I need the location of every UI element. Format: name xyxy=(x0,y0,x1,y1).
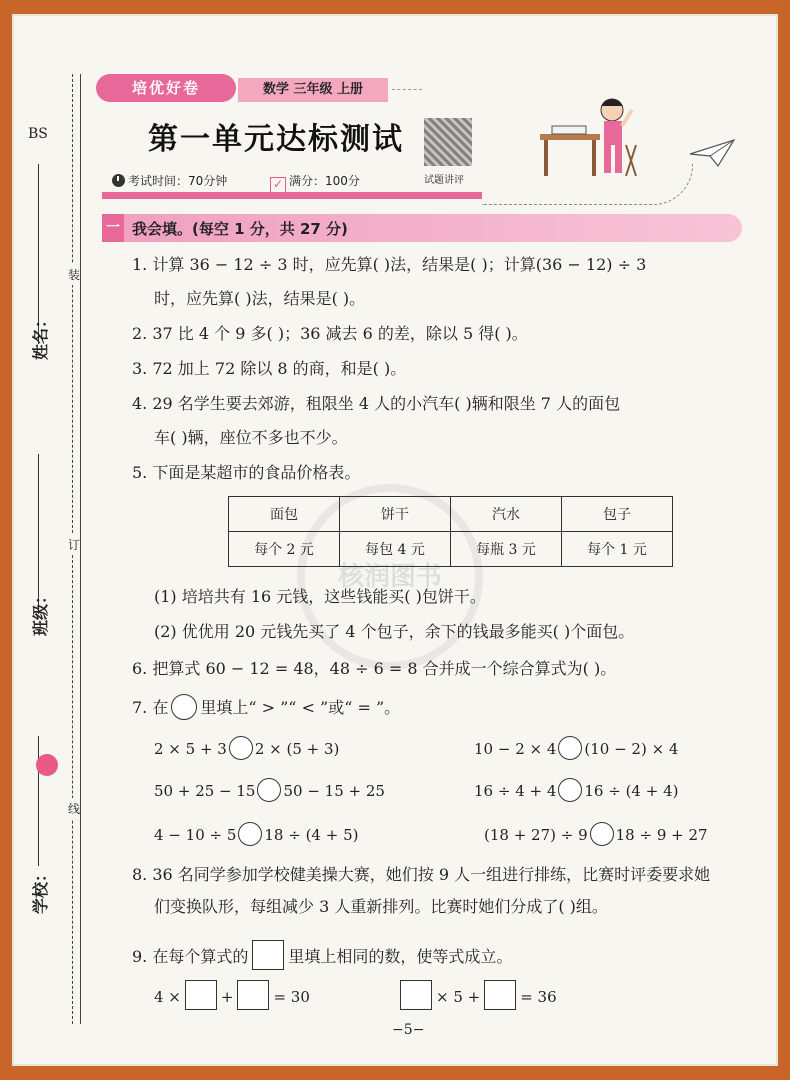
binding-char-zhuang: 装 xyxy=(68,264,80,285)
compare-c-left: 50 + 25 − 15 xyxy=(154,782,256,800)
student-at-desk-illustration xyxy=(532,90,642,180)
question-7 xyxy=(132,694,400,720)
equation-1-part-a: 4 × xyxy=(154,988,181,1006)
compare-d-left: 16 ÷ 4 + 4 xyxy=(474,782,557,800)
qr-label: 试题讲评 xyxy=(424,175,464,186)
table-header-cell: 面包 xyxy=(229,497,340,532)
table-row xyxy=(229,497,673,532)
question-5-part-1: (1) 培培共有 16 元钱，这些钱能买( )包饼干。 xyxy=(154,587,486,606)
sample-box xyxy=(252,940,284,970)
question-9-post: 里填上相同的数，使等式成立。 xyxy=(288,947,513,966)
equation-2-box-2[interactable] xyxy=(484,980,516,1010)
question-8-line-2: 们变换队形，每组减少 3 人重新排列。比赛时她们分成了( )组。 xyxy=(154,897,608,916)
decor-dash xyxy=(392,89,422,90)
table-cell: 每个 1 元 xyxy=(562,532,673,567)
subject-grade: 数学 三年级 上册 xyxy=(238,78,388,102)
binding-char-xian: 线 xyxy=(68,798,80,819)
section-title: 我会填。(每空 1 分，共 27 分) xyxy=(132,220,348,238)
question-3: 3. 72 加上 72 除以 8 的商，和是( )。 xyxy=(132,359,407,378)
question-5: 5. 下面是某超市的食品价格表。 xyxy=(132,463,361,482)
equation-2-box-1[interactable] xyxy=(400,980,432,1010)
watermark-stamp: 核润图书 xyxy=(297,484,483,670)
question-6: 6. 把算式 60 − 12 = 48，48 ÷ 6 = 8 合并成一个综合算式为( )。 xyxy=(132,659,617,678)
equation-2-part-a: × 5 + xyxy=(436,988,481,1006)
question-1-line-2: 时，应先算( )法，结果是( )。 xyxy=(154,289,366,308)
qr-code-icon[interactable] xyxy=(424,118,472,166)
table-cell: 每包 4 元 xyxy=(340,532,451,567)
school-label: 学校： xyxy=(31,865,50,914)
equation-1 xyxy=(154,980,310,1010)
school-write-line xyxy=(38,736,39,866)
compare-d-right: 16 ÷ (4 + 4) xyxy=(584,782,679,800)
edition-label: BS xyxy=(28,126,48,142)
question-2: 2. 37 比 4 个 9 多( )；36 减去 6 的差，除以 5 得( )。 xyxy=(132,324,528,343)
exam-time xyxy=(112,172,227,189)
table-row xyxy=(229,532,673,567)
compare-b-right: (10 − 2) × 4 xyxy=(584,740,679,758)
question-1-line-1: 1. 计算 36 − 12 ÷ 3 时，应先算( )法，结果是( )；计算(36 − 12) ÷ 3 xyxy=(132,255,647,274)
compare-e-right: 18 ÷ (4 + 5) xyxy=(264,826,359,844)
question-5-part-2: (2) 优优用 20 元钱先买了 4 个包子，余下的钱最多能买( )个面包。 xyxy=(154,622,635,641)
compare-d xyxy=(474,778,678,802)
binding-solid-line xyxy=(80,74,81,1024)
page-title: 第一单元达标测试 xyxy=(148,122,404,157)
compare-c-circle[interactable] xyxy=(257,778,281,802)
paper-plane-icon xyxy=(688,138,736,168)
decor-dot xyxy=(36,754,58,776)
question-9 xyxy=(132,940,512,970)
compare-f-left: (18 + 27) ÷ 9 xyxy=(484,826,588,844)
compare-b-left: 10 − 2 × 4 xyxy=(474,740,557,758)
table-cell: 每个 2 元 xyxy=(229,532,340,567)
full-score xyxy=(270,172,360,193)
equation-2-part-b: = 36 xyxy=(520,988,557,1006)
compare-f-right: 18 ÷ 9 + 27 xyxy=(615,826,708,844)
compare-b-circle[interactable] xyxy=(558,736,582,760)
exam-page xyxy=(12,14,778,1066)
compare-e xyxy=(154,822,358,846)
table-cell: 每瓶 3 元 xyxy=(451,532,562,567)
binding-char-ding: 订 xyxy=(68,534,80,555)
compare-a-circle[interactable] xyxy=(229,736,253,760)
page-number: −5− xyxy=(392,1022,425,1038)
exam-time-text: 考试时间：70分钟 xyxy=(128,174,228,188)
class-label: 班级： xyxy=(31,587,50,636)
equation-1-box-1[interactable] xyxy=(185,980,217,1010)
table-header-cell: 汽水 xyxy=(451,497,562,532)
equation-1-part-b: + xyxy=(220,988,234,1006)
compare-b xyxy=(474,736,678,760)
question-7-pre: 7. 在 xyxy=(132,698,169,717)
full-score-text: 满分：100分 xyxy=(289,174,360,188)
series-tag: 培优好卷 xyxy=(96,74,236,102)
question-8-line-1: 8. 36 名同学参加学校健美操大赛，她们按 9 人一组进行排练，比赛时评委要求她 xyxy=(132,865,711,884)
compare-a-left: 2 × 5 + 3 xyxy=(154,740,227,758)
table-header-cell: 饼干 xyxy=(340,497,451,532)
question-4-line-2: 车( )辆，座位不多也不少。 xyxy=(154,428,348,447)
compare-f-circle[interactable] xyxy=(590,822,614,846)
question-7-post: 里填上“ > ”“ < ”或“ = ”。 xyxy=(200,698,401,717)
compare-e-left: 4 − 10 ÷ 5 xyxy=(154,826,237,844)
section-number: 一 xyxy=(102,214,124,242)
header-underline xyxy=(102,192,482,199)
compare-c xyxy=(154,778,385,802)
compare-e-circle[interactable] xyxy=(238,822,262,846)
check-icon: ✓ xyxy=(270,177,286,193)
equation-1-box-2[interactable] xyxy=(237,980,269,1010)
question-9-pre: 9. 在每个算式的 xyxy=(132,947,249,966)
equation-2 xyxy=(396,980,557,1010)
compare-circle-sample xyxy=(171,694,197,720)
price-table xyxy=(228,496,673,567)
compare-d-circle[interactable] xyxy=(558,778,582,802)
clock-icon xyxy=(112,174,125,187)
compare-c-right: 50 − 15 + 25 xyxy=(283,782,385,800)
equation-1-part-c: = 30 xyxy=(273,988,310,1006)
table-header-cell: 包子 xyxy=(562,497,673,532)
name-label: 姓名： xyxy=(31,311,50,360)
compare-f xyxy=(484,822,708,846)
question-4-line-1: 4. 29 名学生要去郊游，租限坐 4 人的小汽车( )辆和限坐 7 人的面包 xyxy=(132,394,621,413)
compare-a-right: 2 × (5 + 3) xyxy=(254,740,340,758)
compare-a xyxy=(154,736,339,760)
